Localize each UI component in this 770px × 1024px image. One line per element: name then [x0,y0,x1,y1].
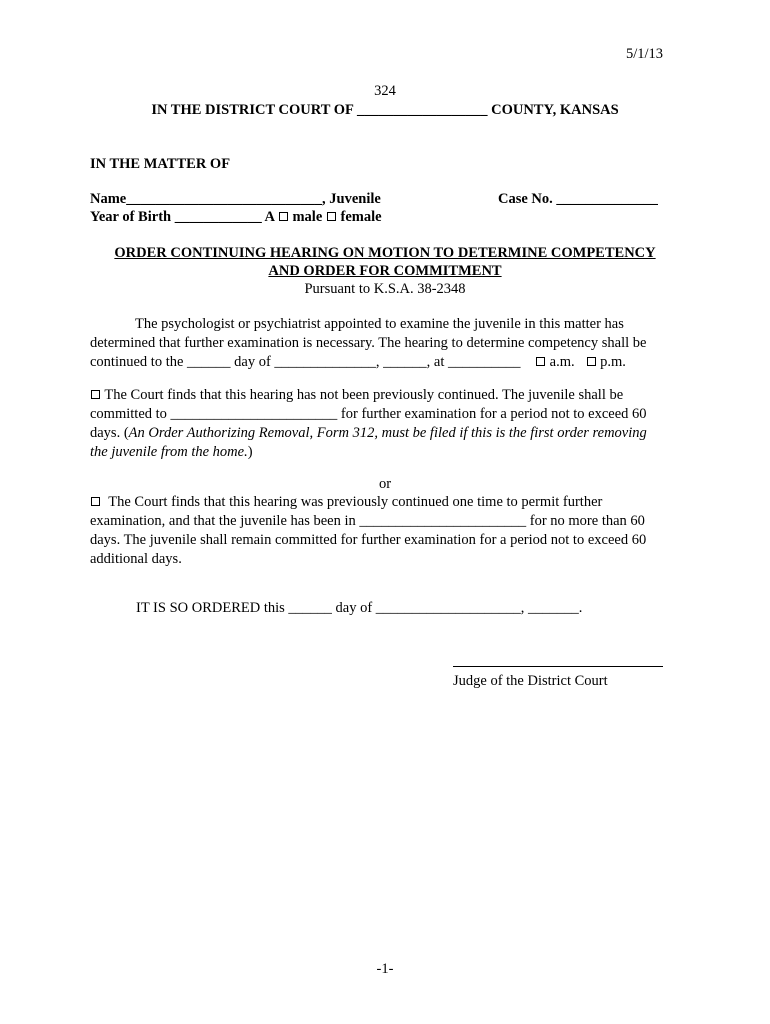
para1-line3 [90,353,690,372]
name-label: Name [90,191,127,207]
para3-line4: additional days. [90,551,182,567]
yob-label: Year of Birth [90,209,172,225]
name-blank: ___________________________ [126,191,322,207]
para3-line3: days. The juvenile shall remain committed for further examination for a period not to exceed 60 [90,532,647,548]
para2-line1 [90,386,690,405]
female-checkbox[interactable] [327,212,336,221]
page-number: -1- [376,961,394,977]
removal-note-end: the juvenile from the home. [90,444,248,460]
para3-line1-text: The Court finds that this hearing was previously continued one time to permit further [108,494,603,510]
yob-blank: ____________ [174,209,262,225]
year-of-birth-line [90,209,382,226]
para2-line3 [90,424,690,443]
para3-line2: examination, and that the juvenile has been in _______________________ for no more than 60 [90,513,645,529]
previously-continued-checkbox[interactable] [91,497,100,506]
not-continued-checkbox[interactable] [91,390,100,399]
so-ordered-line: IT IS SO ORDERED this ______ day of ____________________, _______. [136,600,583,616]
statute-reference: Pursuant to K.S.A. 38-2348 [304,281,466,297]
para2-line4 [90,443,690,462]
para1-line2: determined that further examination is necessary. The hearing to determine competency shall be [90,335,647,351]
form-date: 5/1/13 [626,46,664,62]
continued-date-text: continued to the ______ day of ______________, ______, at __________ [90,354,521,370]
paragraph-previously-continued [90,493,690,569]
para2-line1-text: The Court finds that this hearing has not been previously continued. The juvenile shall be [104,387,624,403]
pm-checkbox[interactable] [587,357,596,366]
case-label: Case No. [498,191,553,207]
court-right: COUNTY, KANSAS [491,102,619,118]
para2-line2: committed to _______________________ for further examination for a period not to exceed 60 [90,406,647,422]
name-line [90,191,381,208]
para3-line1 [90,493,690,512]
removal-note: An Order Authorizing Removal, Form 312, must be filed if this is the first order removing [128,425,647,441]
county-blank: __________________ [356,102,488,118]
female-label: female [340,209,382,225]
case-blank: ______________ [556,191,658,207]
judge-signature-label: Judge of the District Court [453,673,608,689]
male-label: male [292,209,323,225]
court-left: IN THE DISTRICT COURT OF [151,102,354,118]
para1-line1: The psychologist or psychiatrist appointed to examine the juvenile in this matter has [135,316,624,332]
paragraph-not-previously-continued [90,386,690,462]
male-checkbox[interactable] [279,212,288,221]
a-label: A [264,209,275,225]
court-heading [0,102,770,119]
am-checkbox[interactable] [536,357,545,366]
para2-line3-text: days. ( [90,425,129,441]
form-number: 324 [374,83,396,99]
order-title-line1: ORDER CONTINUING HEARING ON MOTION TO DETERMINE COMPETENCY [114,245,656,261]
pm-label: p.m. [600,354,626,370]
matter-heading: IN THE MATTER OF [90,156,231,172]
am-label: a.m. [549,354,575,370]
judge-signature-line[interactable] [453,666,663,667]
removal-note-close: ) [247,444,253,460]
case-number-line [498,191,658,208]
juvenile-label: , Juvenile [322,191,381,207]
paragraph-hearing-continued [90,315,690,372]
order-title-line2: AND ORDER FOR COMMITMENT [268,263,502,279]
or-separator: or [378,476,392,492]
